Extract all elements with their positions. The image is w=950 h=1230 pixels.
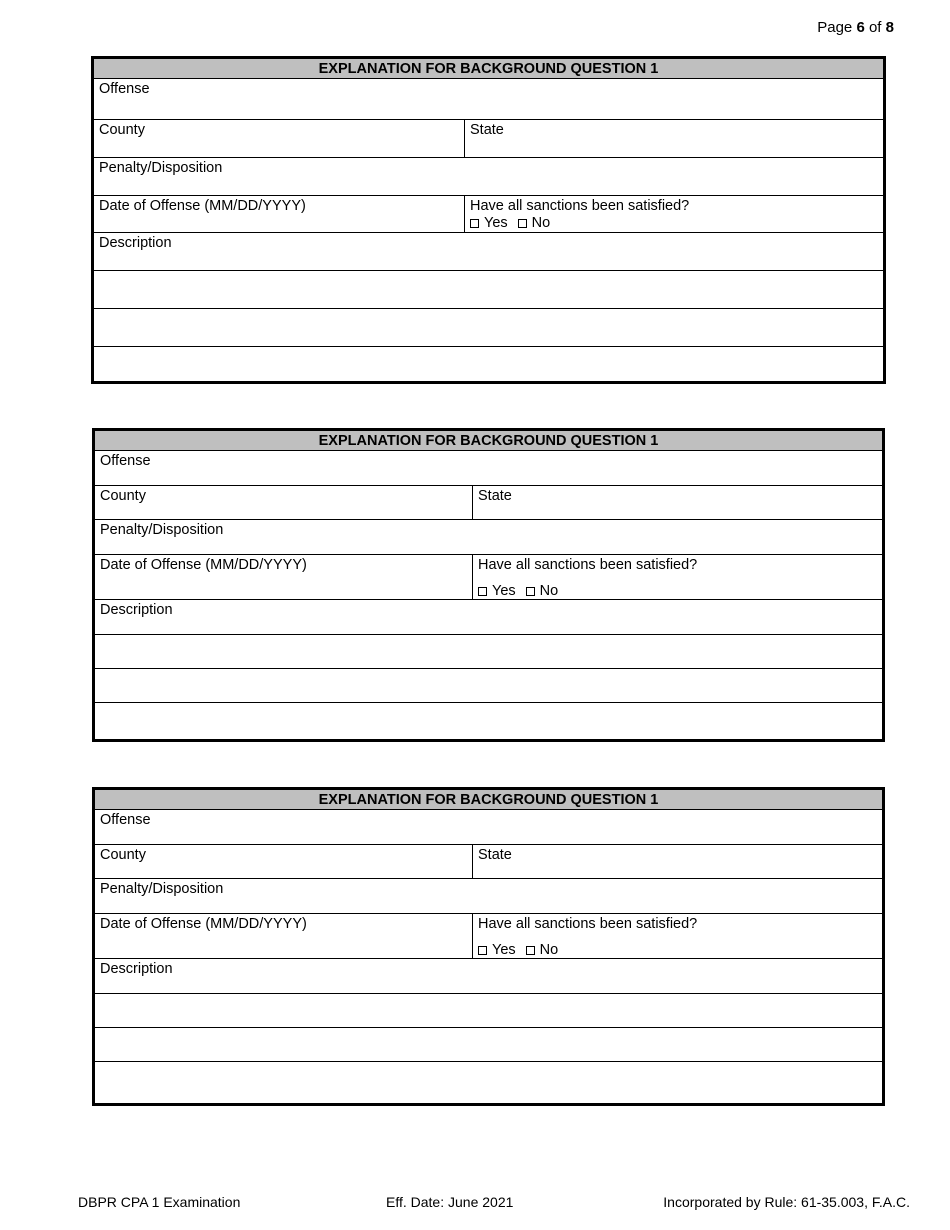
date-label: Date of Offense (MM/DD/YYYY) <box>100 916 307 932</box>
county-field[interactable] <box>94 120 465 157</box>
offense-row <box>95 451 882 486</box>
form-title: EXPLANATION FOR BACKGROUND QUESTION 1 <box>95 790 882 810</box>
offense-field[interactable] <box>94 79 883 119</box>
yes-checkbox[interactable] <box>478 587 487 596</box>
county-field[interactable] <box>95 486 473 519</box>
no-checkbox[interactable] <box>526 946 535 955</box>
offense-label: Offense <box>100 453 151 469</box>
page-label: Page <box>817 19 853 36</box>
footer-effective-date: Eff. Date: June 2021 <box>386 1194 514 1210</box>
sanctions-label: Have all sanctions been satisfied? <box>470 198 690 214</box>
page-total: 8 <box>885 19 894 36</box>
county-state-row <box>95 845 882 879</box>
no-label: No <box>539 942 559 958</box>
state-label: State <box>478 488 512 504</box>
description-line[interactable] <box>95 1062 882 1103</box>
date-field[interactable] <box>95 914 473 958</box>
state-field[interactable] <box>473 845 882 878</box>
penalty-field[interactable] <box>95 879 882 913</box>
date-label: Date of Offense (MM/DD/YYYY) <box>100 557 307 573</box>
offense-row <box>94 79 883 120</box>
penalty-field[interactable] <box>95 520 882 554</box>
penalty-row <box>94 158 883 196</box>
no-option[interactable] <box>526 942 559 959</box>
county-label: County <box>100 488 146 504</box>
description-row <box>95 959 882 994</box>
description-label: Description <box>100 961 173 977</box>
no-label: No <box>539 583 559 599</box>
description-row <box>95 600 882 635</box>
penalty-field[interactable] <box>94 158 883 195</box>
date-field[interactable] <box>95 555 473 599</box>
date-sanctions-row <box>95 914 882 959</box>
description-line[interactable] <box>95 669 882 703</box>
yes-label: Yes <box>492 942 516 958</box>
county-field[interactable] <box>95 845 473 878</box>
county-label: County <box>100 847 146 863</box>
sanctions-field <box>473 914 882 958</box>
state-field[interactable] <box>473 486 882 519</box>
page-of: of <box>868 19 882 36</box>
sanctions-label: Have all sanctions been satisfied? <box>478 557 698 573</box>
footer-form-name: DBPR CPA 1 Examination <box>78 1194 241 1210</box>
yes-label: Yes <box>484 215 508 231</box>
description-field[interactable] <box>94 233 883 270</box>
state-label: State <box>470 122 504 138</box>
description-label: Description <box>99 235 172 251</box>
sanctions-field <box>473 555 882 599</box>
no-label: No <box>531 215 551 231</box>
form-title: EXPLANATION FOR BACKGROUND QUESTION 1 <box>95 431 882 451</box>
description-line[interactable] <box>95 1028 882 1062</box>
yes-option[interactable] <box>470 215 508 232</box>
state-label: State <box>478 847 512 863</box>
description-label: Description <box>100 602 173 618</box>
penalty-label: Penalty/Disposition <box>99 160 223 176</box>
description-line[interactable] <box>94 347 883 385</box>
county-state-row <box>94 120 883 158</box>
description-field[interactable] <box>95 959 882 993</box>
date-sanctions-row <box>95 555 882 600</box>
offense-row <box>95 810 882 845</box>
footer-rule: Incorporated by Rule: 61-35.003, F.A.C. <box>663 1194 910 1210</box>
county-state-row <box>95 486 882 520</box>
yes-checkbox[interactable] <box>470 219 479 228</box>
penalty-label: Penalty/Disposition <box>100 522 224 538</box>
form-title: EXPLANATION FOR BACKGROUND QUESTION 1 <box>94 59 883 79</box>
date-sanctions-row <box>94 196 883 233</box>
state-field[interactable] <box>465 120 883 157</box>
no-checkbox[interactable] <box>518 219 527 228</box>
penalty-label: Penalty/Disposition <box>100 881 224 897</box>
explanation-form-3 <box>92 787 885 1106</box>
sanctions-field <box>465 196 883 232</box>
description-line[interactable] <box>95 994 882 1028</box>
no-checkbox[interactable] <box>526 587 535 596</box>
date-label: Date of Offense (MM/DD/YYYY) <box>99 198 306 214</box>
description-field[interactable] <box>95 600 882 634</box>
offense-field[interactable] <box>95 451 882 485</box>
offense-label: Offense <box>99 81 150 97</box>
sanctions-label: Have all sanctions been satisfied? <box>478 916 698 932</box>
penalty-row <box>95 520 882 555</box>
description-line[interactable] <box>95 635 882 669</box>
offense-label: Offense <box>100 812 151 828</box>
description-line[interactable] <box>94 309 883 347</box>
no-option[interactable] <box>526 583 559 600</box>
yes-option[interactable] <box>478 942 516 959</box>
description-row <box>94 233 883 271</box>
page-current: 6 <box>856 19 865 36</box>
date-field[interactable] <box>94 196 465 232</box>
yes-checkbox[interactable] <box>478 946 487 955</box>
description-line[interactable] <box>94 271 883 309</box>
offense-field[interactable] <box>95 810 882 844</box>
yes-option[interactable] <box>478 583 516 600</box>
explanation-form-2 <box>92 428 885 742</box>
description-line[interactable] <box>95 703 882 741</box>
yes-label: Yes <box>492 583 516 599</box>
penalty-row <box>95 879 882 914</box>
county-label: County <box>99 122 145 138</box>
explanation-form-1 <box>91 56 886 384</box>
page-number <box>817 19 894 36</box>
no-option[interactable] <box>518 215 551 232</box>
